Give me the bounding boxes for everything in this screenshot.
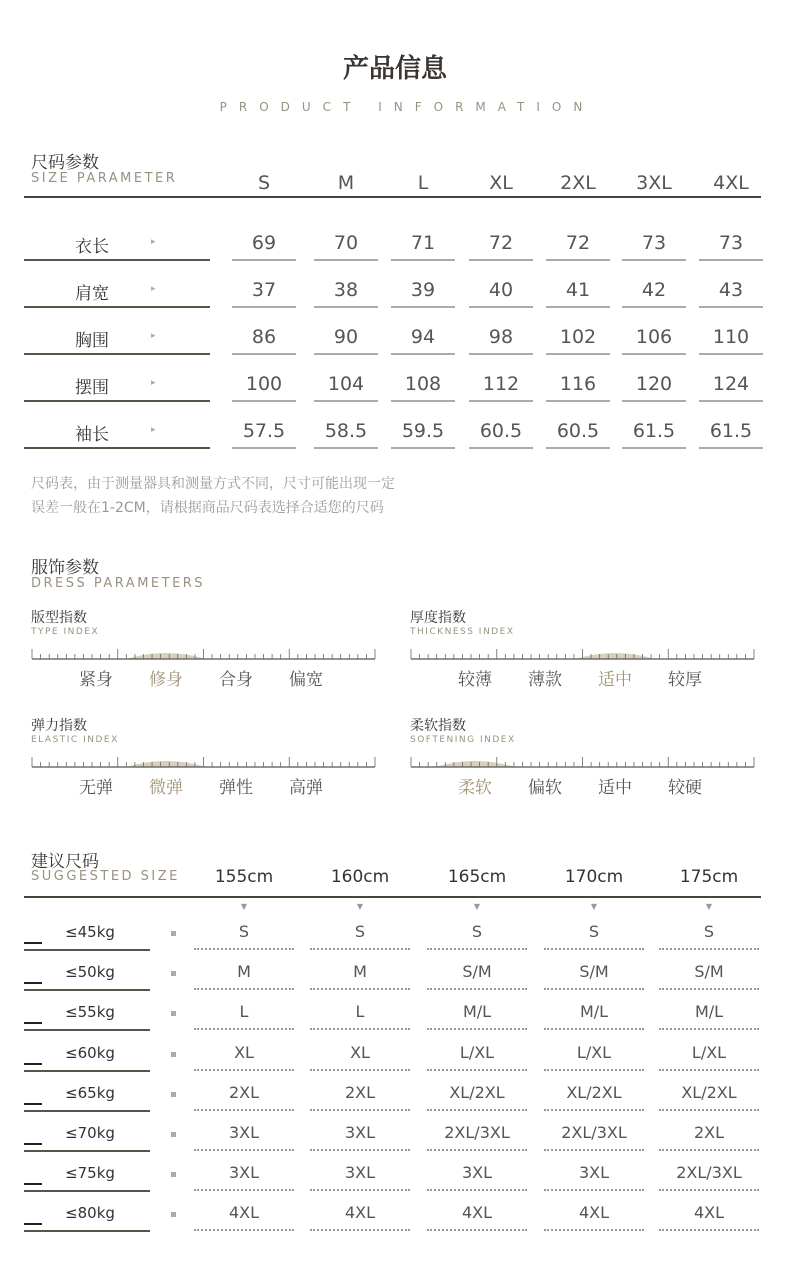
cell-underline: [391, 259, 455, 261]
suggested-size-cell: M/L: [694, 1002, 724, 1022]
cell-underline: [469, 400, 533, 402]
dotted-underline: [544, 1109, 644, 1111]
row-label-underline: [24, 306, 210, 308]
size-param-subtitle: SIZE PARAMETER: [31, 171, 178, 186]
index-title: 柔软指数: [410, 718, 466, 734]
triangle-down-icon: ▼: [473, 902, 481, 911]
arrow-right-icon: ▸: [151, 284, 156, 294]
size-cell: 58.5: [324, 420, 368, 442]
suggested-size-cell: M: [237, 962, 251, 982]
size-header-m: M: [337, 172, 355, 194]
weight-marker: [24, 1063, 42, 1065]
suggested-size-cell: 2XL: [228, 1082, 260, 1102]
suggested-size-cell: 3XL: [228, 1163, 260, 1183]
cell-underline: [469, 306, 533, 308]
size-cell: 73: [641, 232, 667, 254]
triangle-down-icon: ▼: [590, 902, 598, 911]
suggested-size-cell: S/M: [694, 962, 724, 982]
square-bullet-icon: [171, 1092, 176, 1097]
size-header-xl: XL: [489, 172, 513, 194]
size-cell: 40: [488, 279, 514, 301]
weight-underline: [24, 1150, 150, 1152]
dotted-underline: [659, 1189, 759, 1191]
dotted-underline: [194, 1028, 294, 1030]
index-option: 偏软: [528, 778, 562, 798]
page-title: 产品信息: [342, 54, 447, 84]
size-cell: 43: [718, 279, 744, 301]
weight-underline: [24, 1029, 150, 1031]
square-bullet-icon: [171, 1132, 176, 1137]
cell-underline: [232, 447, 296, 449]
cell-underline: [314, 259, 378, 261]
index-title: 厚度指数: [410, 610, 466, 626]
cell-underline: [232, 306, 296, 308]
cell-underline: [699, 353, 763, 355]
suggested-size-cell: S: [354, 922, 366, 941]
weight-underline: [24, 949, 150, 951]
index-subtitle: SOFTENING INDEX: [410, 735, 516, 745]
suggested-size-cell: M: [353, 962, 367, 982]
dotted-underline: [544, 1189, 644, 1191]
index-option: 紧身: [79, 670, 113, 690]
index-option-selected: 柔软: [458, 778, 492, 798]
size-header-3xl: 3XL: [636, 172, 672, 194]
cell-underline: [469, 353, 533, 355]
suggested-size-cell: XL: [234, 1042, 254, 1062]
suggested-size-cell: XL/2XL: [449, 1082, 505, 1102]
size-cell: 100: [245, 373, 283, 395]
index-highlight: [435, 761, 515, 767]
suggested-size-cell: 4XL: [578, 1203, 610, 1223]
size-cell: 70: [333, 232, 359, 254]
suggested-size-cell: XL: [350, 1042, 370, 1062]
row-label-underline: [24, 353, 210, 355]
size-header-l: L: [417, 172, 429, 194]
dotted-underline: [194, 1189, 294, 1191]
size-cell: 69: [251, 232, 277, 254]
size-row-label: 衣长: [75, 237, 109, 257]
weight-marker: [24, 1022, 42, 1024]
weight-label: ≤65kg: [65, 1083, 115, 1102]
dotted-underline: [310, 1149, 410, 1151]
index-option: 薄款: [528, 670, 562, 690]
square-bullet-icon: [171, 1052, 176, 1057]
size-param-title: 尺码参数: [31, 153, 99, 173]
suggested-size-cell: 4XL: [461, 1203, 493, 1223]
weight-label: ≤60kg: [65, 1043, 115, 1062]
dotted-underline: [194, 948, 294, 950]
weight-label: ≤80kg: [65, 1204, 115, 1223]
suggested-size-cell: 2XL/3XL: [444, 1123, 510, 1142]
dotted-underline: [194, 1229, 294, 1231]
height-header: 155cm: [214, 867, 274, 887]
suggested-size-cell: 3XL: [461, 1163, 493, 1183]
arrow-right-icon: ▸: [151, 378, 156, 388]
dotted-underline: [310, 1069, 410, 1071]
dotted-underline: [659, 1028, 759, 1030]
size-cell: 37: [251, 279, 277, 301]
weight-underline: [24, 1110, 150, 1112]
square-bullet-icon: [171, 971, 176, 976]
size-cell: 72: [565, 232, 591, 254]
dotted-underline: [659, 1149, 759, 1151]
size-cell: 38: [333, 279, 359, 301]
size-cell: 110: [712, 326, 750, 348]
suggested-size-cell: M/L: [579, 1002, 609, 1022]
size-header-2xl: 2XL: [560, 172, 596, 194]
weight-underline: [24, 1230, 150, 1232]
suggested-size-cell: 3XL: [344, 1123, 376, 1142]
dotted-underline: [544, 988, 644, 990]
weight-label: ≤55kg: [65, 1003, 115, 1022]
cell-underline: [699, 259, 763, 261]
cell-underline: [622, 400, 686, 402]
square-bullet-icon: [171, 1212, 176, 1217]
suggested-size-cell: S: [238, 922, 250, 941]
size-cell: 41: [565, 279, 591, 301]
index-ruler: [31, 753, 377, 773]
dotted-underline: [544, 1069, 644, 1071]
size-cell: 120: [635, 373, 673, 395]
suggested-size-cell: XL/2XL: [681, 1082, 737, 1102]
size-row-label: 肩宽: [75, 284, 109, 304]
cell-underline: [699, 447, 763, 449]
index-option: 无弹: [79, 778, 113, 798]
cell-underline: [232, 353, 296, 355]
dotted-underline: [427, 1109, 527, 1111]
cell-underline: [314, 447, 378, 449]
size-cell: 39: [410, 279, 436, 301]
square-bullet-icon: [171, 1172, 176, 1177]
dotted-underline: [659, 1069, 759, 1071]
cell-underline: [546, 353, 610, 355]
dress-param-title: 服饰参数: [31, 558, 99, 578]
dotted-underline: [659, 948, 759, 950]
suggested-size-cell: 2XL: [693, 1123, 725, 1142]
suggested-size-cell: S/M: [579, 962, 609, 982]
cell-underline: [622, 306, 686, 308]
weight-marker: [24, 942, 42, 944]
size-cell: 104: [327, 373, 365, 395]
row-label-underline: [24, 259, 210, 261]
size-cell: 116: [559, 373, 597, 395]
square-bullet-icon: [171, 931, 176, 936]
weight-marker: [24, 1143, 42, 1145]
suggested-size-cell: 2XL/3XL: [676, 1163, 742, 1183]
height-header: 165cm: [447, 867, 507, 887]
weight-marker: [24, 1183, 42, 1185]
weight-label: ≤70kg: [65, 1124, 115, 1142]
size-cell: 94: [410, 326, 436, 348]
suggested-size-cell: L/XL: [576, 1042, 612, 1062]
index-option: 弹性: [219, 778, 253, 798]
size-cell: 124: [712, 373, 750, 395]
cell-underline: [622, 447, 686, 449]
suggested-size-cell: S/M: [462, 962, 492, 982]
dotted-underline: [427, 988, 527, 990]
dotted-underline: [544, 1028, 644, 1030]
size-cell: 106: [635, 326, 673, 348]
cell-underline: [469, 259, 533, 261]
suggested-header-divider: [24, 896, 761, 898]
index-option-selected: 微弹: [149, 778, 183, 798]
cell-underline: [546, 447, 610, 449]
size-header-4xl: 4XL: [713, 172, 749, 194]
square-bullet-icon: [171, 1011, 176, 1016]
size-cell: 71: [410, 232, 436, 254]
cell-underline: [469, 447, 533, 449]
index-title: 弹力指数: [31, 718, 87, 734]
index-subtitle: THICKNESS INDEX: [410, 627, 515, 637]
index-ruler: [410, 753, 756, 773]
triangle-down-icon: ▼: [240, 902, 248, 911]
weight-underline: [24, 1070, 150, 1072]
cell-underline: [232, 400, 296, 402]
size-cell: 98: [488, 326, 514, 348]
cell-underline: [546, 306, 610, 308]
size-cell: 86: [251, 326, 277, 348]
dotted-underline: [194, 1149, 294, 1151]
size-cell: 61.5: [632, 420, 676, 442]
dotted-underline: [427, 1149, 527, 1151]
cell-underline: [232, 259, 296, 261]
suggested-size-cell: 2XL: [344, 1082, 376, 1102]
cell-underline: [699, 400, 763, 402]
suggested-size-cell: L/XL: [459, 1042, 495, 1062]
weight-marker: [24, 1103, 42, 1105]
cell-underline: [391, 400, 455, 402]
cell-underline: [391, 306, 455, 308]
dotted-underline: [310, 988, 410, 990]
index-highlight: [126, 653, 206, 659]
weight-underline: [24, 989, 150, 991]
size-cell: 57.5: [242, 420, 286, 442]
suggested-title: 建议尺码: [31, 852, 99, 872]
suggested-size-cell: 3XL: [228, 1123, 260, 1142]
index-ruler: [31, 645, 377, 665]
size-row-label: 袖长: [75, 425, 109, 445]
cell-underline: [546, 259, 610, 261]
suggested-size-cell: 4XL: [344, 1203, 376, 1223]
dotted-underline: [659, 1109, 759, 1111]
dotted-underline: [427, 948, 527, 950]
dotted-underline: [544, 1149, 644, 1151]
dotted-underline: [544, 948, 644, 950]
suggested-size-cell: 3XL: [344, 1163, 376, 1183]
suggested-size-cell: XL/2XL: [566, 1082, 622, 1102]
suggested-size-cell: S: [703, 922, 715, 941]
height-header: 160cm: [330, 867, 390, 887]
dotted-underline: [659, 1229, 759, 1231]
arrow-right-icon: ▸: [151, 425, 156, 435]
size-note-line2: 误差一般在1-2CM，请根据商品尺码表选择合适您的尺码: [31, 500, 384, 516]
suggested-size-cell: S: [588, 922, 600, 941]
index-option-selected: 修身: [149, 670, 183, 690]
dotted-underline: [659, 988, 759, 990]
index-highlight: [575, 653, 655, 659]
dotted-underline: [427, 1229, 527, 1231]
weight-label: ≤50kg: [65, 963, 115, 982]
index-option: 较硬: [668, 778, 702, 798]
index-option: 高弹: [289, 778, 323, 798]
size-cell: 102: [559, 326, 597, 348]
dotted-underline: [310, 948, 410, 950]
cell-underline: [622, 353, 686, 355]
suggested-size-cell: 4XL: [228, 1203, 260, 1223]
dotted-underline: [310, 1028, 410, 1030]
suggested-size-cell: M/L: [462, 1002, 492, 1022]
size-note-line1: 尺码表，由于测量器具和测量方式不同，尺寸可能出现一定: [31, 476, 395, 492]
size-cell: 60.5: [556, 420, 600, 442]
size-cell: 61.5: [709, 420, 753, 442]
size-cell: 42: [641, 279, 667, 301]
weight-marker: [24, 1223, 42, 1225]
height-header: 170cm: [564, 867, 624, 887]
cell-underline: [622, 259, 686, 261]
suggested-subtitle: SUGGESTED SIZE: [31, 869, 180, 884]
cell-underline: [391, 447, 455, 449]
dotted-underline: [427, 1189, 527, 1191]
weight-label: ≤45kg: [65, 923, 115, 941]
suggested-size-cell: L: [239, 1002, 249, 1022]
index-highlight: [126, 761, 206, 767]
page-subtitle: PRODUCT INFORMATION: [219, 100, 595, 114]
index-subtitle: ELASTIC INDEX: [31, 735, 119, 745]
size-row-label: 摆围: [75, 378, 109, 398]
row-label-underline: [24, 447, 210, 449]
size-cell: 60.5: [479, 420, 523, 442]
index-ruler: [410, 645, 756, 665]
size-header-s: S: [257, 172, 271, 194]
dotted-underline: [427, 1028, 527, 1030]
index-title: 版型指数: [31, 610, 87, 626]
index-option: 合身: [219, 670, 253, 690]
size-cell: 59.5: [401, 420, 445, 442]
row-label-underline: [24, 400, 210, 402]
size-cell: 73: [718, 232, 744, 254]
cell-underline: [314, 306, 378, 308]
dotted-underline: [194, 1109, 294, 1111]
suggested-size-cell: 3XL: [578, 1163, 610, 1183]
cell-underline: [546, 400, 610, 402]
size-cell: 112: [482, 373, 520, 395]
dotted-underline: [544, 1229, 644, 1231]
arrow-right-icon: ▸: [151, 237, 156, 247]
suggested-size-cell: L/XL: [691, 1042, 727, 1062]
index-option: 较薄: [458, 670, 492, 690]
triangle-down-icon: ▼: [356, 902, 364, 911]
size-cell: 90: [333, 326, 359, 348]
size-header-divider: [24, 196, 761, 198]
suggested-size-cell: L: [355, 1002, 365, 1022]
cell-underline: [314, 400, 378, 402]
dotted-underline: [194, 988, 294, 990]
cell-underline: [699, 306, 763, 308]
suggested-size-cell: 4XL: [693, 1203, 725, 1223]
size-row-label: 胸围: [75, 331, 109, 351]
size-cell: 108: [404, 373, 442, 395]
dotted-underline: [310, 1229, 410, 1231]
weight-marker: [24, 982, 42, 984]
weight-underline: [24, 1190, 150, 1192]
cell-underline: [314, 353, 378, 355]
triangle-down-icon: ▼: [705, 902, 713, 911]
suggested-size-cell: 2XL/3XL: [561, 1123, 627, 1142]
arrow-right-icon: ▸: [151, 331, 156, 341]
index-option: 适中: [598, 778, 632, 798]
dotted-underline: [194, 1069, 294, 1071]
index-subtitle: TYPE INDEX: [31, 627, 100, 637]
suggested-size-cell: S: [471, 922, 483, 941]
dress-param-subtitle: DRESS PARAMETERS: [31, 576, 206, 591]
height-header: 175cm: [679, 867, 739, 887]
dotted-underline: [427, 1069, 527, 1071]
dotted-underline: [310, 1189, 410, 1191]
cell-underline: [391, 353, 455, 355]
size-cell: 72: [488, 232, 514, 254]
dotted-underline: [310, 1109, 410, 1111]
index-option: 较厚: [668, 670, 702, 690]
index-option: 偏宽: [289, 670, 323, 690]
weight-label: ≤75kg: [65, 1164, 115, 1183]
index-option-selected: 适中: [598, 670, 632, 690]
